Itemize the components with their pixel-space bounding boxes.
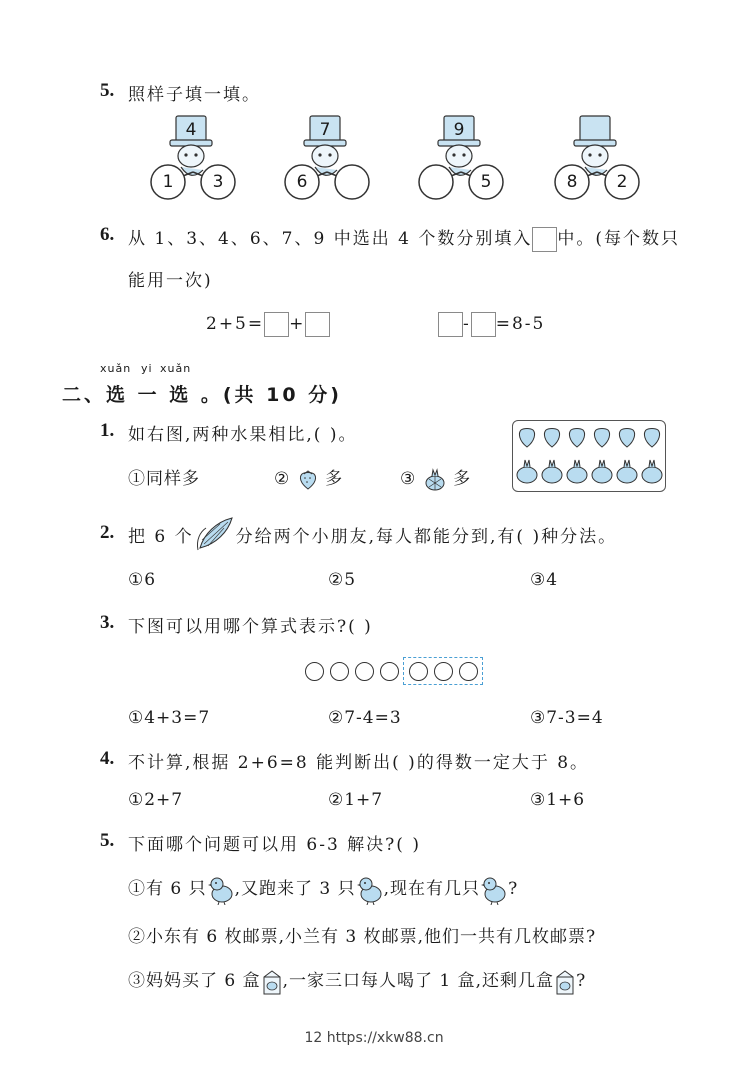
circle-mark (380, 662, 399, 681)
bike-top-number: 9 (453, 120, 465, 140)
milk-carton-icon (261, 968, 283, 996)
question-text-part: 分给两个小朋友,每人都能分到,有( )种分法。 (235, 527, 618, 547)
circle-mark (434, 662, 453, 681)
strawberry-icon (297, 469, 319, 491)
answer-box[interactable] (438, 312, 463, 337)
circle-mark (409, 662, 428, 681)
option-label: ③ (400, 469, 417, 489)
option-text: ,一家三口每人喝了 1 盒,还剩几盒 (282, 971, 555, 991)
question-text: 照样子填一填。 (128, 85, 261, 105)
circle-mark (330, 662, 349, 681)
equation-text: 2+5= (206, 314, 265, 334)
bike-top-number: 4 (185, 120, 197, 140)
question-number: 1. (100, 420, 115, 441)
question-text: 下面哪个问题可以用 6-3 解决?( ) (128, 835, 421, 855)
bike-right-number: 2 (616, 172, 628, 192)
question-text-part: 从 1、3、4、6、7、9 中选出 4 个数分别填入 (128, 229, 533, 249)
option-3[interactable]: ③1+6 (530, 790, 586, 810)
pinyin-annotation: xuǎn (100, 362, 132, 375)
option-3[interactable]: ③7-3=4 (530, 708, 604, 728)
question-text-part: 把 6 个 (128, 527, 194, 547)
milk-carton-icon (554, 968, 576, 996)
equation-operator: - (463, 314, 471, 334)
option-2[interactable]: ②1+7 (328, 790, 384, 810)
option-2[interactable]: ②7-4=3 (328, 708, 402, 728)
circle-mark (459, 662, 478, 681)
question-number: 2. (100, 522, 115, 543)
circle-diagram (305, 660, 485, 684)
question-text-part: 中。(每个数只 (557, 229, 680, 249)
pinyin-annotation: xuǎn (160, 362, 192, 375)
bike-illustrations (148, 112, 668, 202)
option-text: ,又跑来了 3 只 (234, 879, 356, 899)
bike-right-number: 3 (212, 172, 224, 192)
section-title: 二、选 一 选 。(共 10 分) (62, 384, 342, 406)
page-footer: 12 https://xkw88.cn (304, 1030, 444, 1046)
option-label: ② (274, 469, 291, 489)
option-text: ③妈妈买了 6 盒 (128, 971, 261, 991)
option-1[interactable]: ①6 (128, 570, 157, 590)
question-text: 下图可以用哪个算式表示?( ) (128, 617, 373, 637)
option-label: 多 (325, 469, 344, 489)
pineapple-icon (423, 468, 447, 492)
option-3[interactable] (128, 966, 586, 996)
option-2[interactable]: ②5 (328, 570, 357, 590)
question-text (128, 522, 617, 552)
question-number: 5. (100, 80, 115, 101)
circle-mark (355, 662, 374, 681)
equation-operator: + (289, 314, 306, 334)
option-text: ? (508, 879, 519, 899)
bike-left-number: 1 (162, 172, 174, 192)
option-1[interactable]: ①2+7 (128, 790, 184, 810)
pinyin-annotation: yi (141, 362, 153, 375)
bike-figure (416, 112, 508, 202)
question-text-continued: 能用一次) (128, 271, 213, 291)
option-text: ,现在有几只 (383, 879, 481, 899)
option-3[interactable]: ③4 (530, 570, 559, 590)
option-2[interactable]: ②小东有 6 枚邮票,小兰有 3 枚邮票,他们一共有几枚邮票? (128, 927, 597, 947)
bike-figure (552, 112, 644, 202)
option-2[interactable] (274, 464, 343, 491)
option-3[interactable] (400, 464, 471, 492)
answer-box[interactable] (305, 312, 330, 337)
circle-mark (305, 662, 324, 681)
option-1[interactable]: ①同样多 (128, 469, 200, 489)
bike-figure (282, 112, 374, 202)
option-label: 多 (453, 469, 472, 489)
question-number: 6. (100, 224, 115, 245)
question-text (128, 224, 680, 252)
equation-1 (206, 312, 330, 337)
equation-2 (438, 312, 545, 337)
equation-text: =8-5 (495, 314, 546, 334)
option-text: ①有 6 只 (128, 879, 207, 899)
corn-icon (194, 514, 236, 552)
question-text: 如右图,两种水果相比,( )。 (128, 425, 358, 445)
answer-box[interactable] (532, 227, 557, 252)
question-text: 不计算,根据 2+6=8 能判断出( )的得数一定大于 8。 (128, 753, 590, 773)
chick-icon (207, 875, 235, 905)
answer-box[interactable] (264, 312, 289, 337)
fruit-picture-box (512, 420, 666, 492)
bike-left-number: 6 (296, 172, 308, 192)
fruit-rows-icon (515, 423, 663, 489)
option-text: ? (576, 971, 587, 991)
bike-figure (148, 112, 240, 202)
chick-icon (480, 875, 508, 905)
bike-top-number: 7 (319, 120, 331, 140)
chick-icon (356, 875, 384, 905)
question-number: 3. (100, 612, 115, 633)
bike-right-number: 5 (480, 172, 492, 192)
question-number: 5. (100, 830, 115, 851)
option-1[interactable] (128, 874, 518, 905)
bike-left-number: 8 (566, 172, 578, 192)
answer-box[interactable] (471, 312, 496, 337)
option-1[interactable]: ①4+3=7 (128, 708, 211, 728)
question-number: 4. (100, 748, 115, 769)
